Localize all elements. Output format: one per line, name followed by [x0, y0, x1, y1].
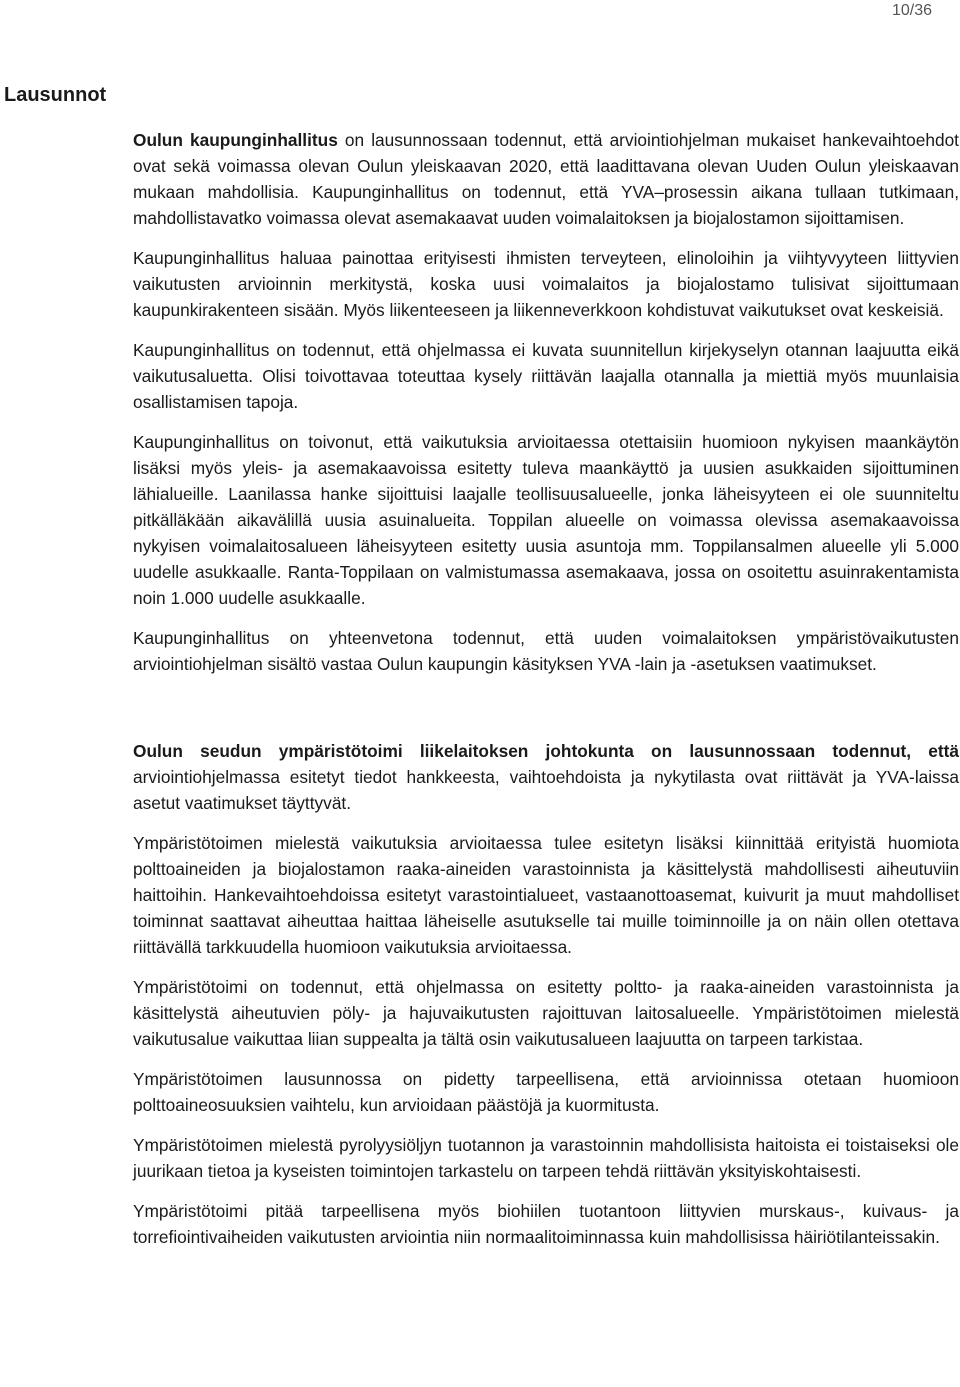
- paragraph-lead-bold: Oulun seudun ympäristötoimi liikelaitoksen johtokunta on lausunnossaan todennut, että: [133, 741, 959, 761]
- paragraph-polttoaineosuudet: Ympäristötoimen lausunnossa on pidetty tarpeellisena, että arvioinnissa otetaan huomioon polttoaineosuuksien vaihtelu, kun arvioidaan päästöjä ja kuormitusta.: [133, 1069, 959, 1115]
- paragraph-lead-bold: Oulun kaupunginhallitus: [133, 130, 338, 150]
- paragraph-pyrolyysioljy: Ympäristötoimen mielestä pyrolyysiöljyn tuotannon ja varastoinnin mahdollisista haitoista ei toistaiseksi ole juurikaan tietoa ja kyseisten toimintojen tarkastelu on tarpeen tehdä riittävän yksityiskohtaisesti.: [133, 1135, 959, 1181]
- paragraph-text: arviointiohjelmassa esitetyt tiedot hankkeesta, vaihtoehdoista ja nykytilasta ovat riittävät ja YVA-laissa asetut vaatimukset täyttyvät.: [133, 767, 959, 813]
- paragraph-text: on lausunnossaan todennut, että arviointiohjelman mukaiset hankevaihtoehdot ovat sekä voimassa olevan Oulun yleiskaavan 2020, että laadittavana olevan Uuden Oulun yleiskaavan mukaan mahdollisia. Kaupunginhallitus on todennut, että YVA–prosessin aikana tullaan tutkimaan, mahdollistavatko voimassa olevat asemakaavat uuden voimalaitoksen ja biojalostamon sijoittamisen.: [133, 130, 959, 228]
- paragraph-biohiili: Ympäristötoimi pitää tarpeellisena myös biohiilen tuotantoon liittyvien murskaus-, kuivaus- ja torrefiointivaiheiden vaikutusten arviointia niin normaalitoiminnassa kuin mahdollisissa häiriötilanteissakin.: [133, 1201, 959, 1247]
- section-heading: Lausunnot: [4, 84, 107, 106]
- paragraph-kaupunginhallitus-intro: [133, 127, 959, 231]
- section-spacer: [133, 691, 959, 738]
- paragraph-varastointi: Ympäristötoimen mielestä vaikutuksia arvioitaessa tulee esitetyn lisäksi kiinnittää erityistä huomiota polttoaineiden ja biojalostamon raaka-aineiden varastoinnista ja käsittelystä mahdollisesti aiheutuviin haittoihin. Hankevaihtoehdoissa esitetyt varastointialueet, vastaanottoasemat, kuivurit ja muut mahdolliset toiminnat saattavat aiheuttaa haittaa läheiselle asutukselle tai muille toiminnoille ja on näin ollen otettava riittävällä tarkkuudella huomioon vaikutuksia arvioitaessa.: [133, 833, 959, 957]
- document-body: [133, 127, 959, 1264]
- paragraph-kirjekysely: Kaupunginhallitus on todennut, että ohjelmassa ei kuvata suunnitellun kirjekyselyn otannan laajuutta eikä vaikutusaluetta. Olisi toivottavaa toteuttaa kysely riittävän laajalla otannalla ja miettiä myös muunlaisia osallistamisen tapoja.: [133, 340, 959, 412]
- page-number: 10/36: [891, 2, 932, 19]
- paragraph-yhteenveto: Kaupunginhallitus on yhteenvetona todennut, että uuden voimalaitoksen ympäristövaikutusten arviointiohjelman sisältö vastaa Oulun kaupungin käsityksen YVA -lain ja -asetuksen vaatimukset.: [133, 628, 959, 674]
- paragraph-ymparistotoimi-intro: [133, 738, 959, 816]
- paragraph-terveys: Kaupunginhallitus haluaa painottaa erityisesti ihmisten terveyteen, elinoloihin ja viihtyvyyteen liittyvien vaikutusten arvioinnin merkitystä, koska uusi voimalaitos ja biojalostamo tulisivat sijoittumaan kaupunkirakenteen sisään. Myös liikenteeseen ja liikenneverkkoon kohdistuvat vaikutukset ovat keskeisiä.: [133, 248, 959, 320]
- paragraph-maankaytto: Kaupunginhallitus on toivonut, että vaikutuksia arvioitaessa otettaisiin huomioon nykyisen maankäytön lisäksi myös yleis- ja asemakaavoissa esitetty tuleva maankäyttö ja uusien asukkaiden sijoittuminen lähialueille. Laanilassa hanke sijoittuisi laajalle teollisuusalueelle, jonka läheisyyteen ei ole suunniteltu pitkälläkään aikavälillä uusia asuinalueita. Toppilan alueelle on voimassa olevissa asemakaavoissa nykyisen voimalaitosalueen läheisyyteen esitetty uusia asuntoja mm. Toppilansalmen alueelle yli 5.000 uudelle asukkaalle. Ranta-Toppilaan on valmistumassa asemakaava, jossa on osoitettu asuinrakentamista noin 1.000 uudelle asukkaalle.: [133, 432, 959, 608]
- paragraph-poly-haju: Ympäristötoimi on todennut, että ohjelmassa on esitetty poltto- ja raaka-aineiden varastoinnista ja käsittelystä aiheutuvien pöly- ja hajuvaikutusten rajoittuvan laitosalueelle. Ympäristötoimen mielestä vaikutusalue vaikuttaa liian suppealta ja tältä osin vaikutusalueen laajuutta on tarpeen tarkistaa.: [133, 977, 959, 1049]
